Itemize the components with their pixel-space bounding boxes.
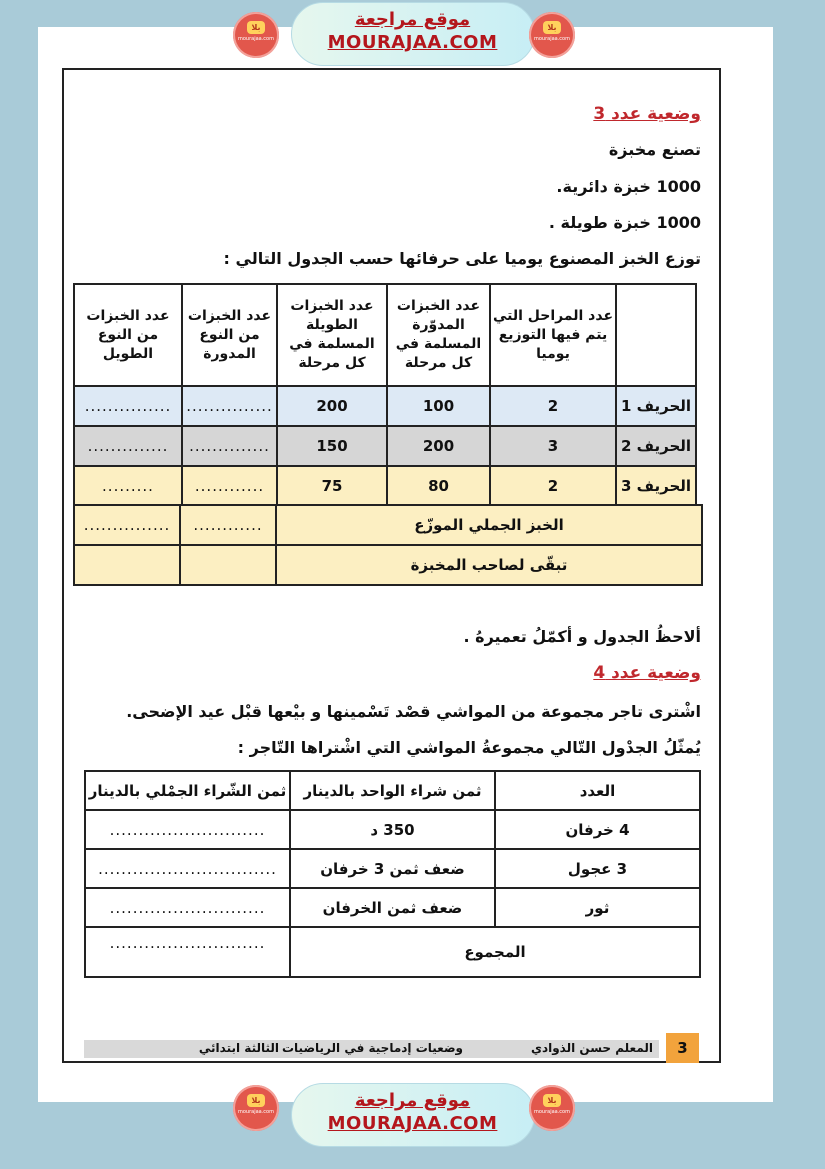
table-cell: 3 عجول	[495, 849, 700, 888]
table-cell: 2	[490, 466, 616, 506]
answer-blank[interactable]: ...............	[74, 386, 182, 426]
table-cell: 200	[387, 426, 490, 466]
table-row	[74, 466, 696, 506]
livestock-table	[84, 770, 701, 978]
header-cell: عدد الخبزات من النوع الطويل	[74, 284, 182, 386]
total-label: المجموع	[290, 927, 700, 977]
answer-blank[interactable]: ...............	[182, 386, 277, 426]
bread-distribution-table	[73, 283, 697, 507]
table-header-row	[74, 284, 696, 386]
footer-level: الثالثة ابتدائي	[198, 1041, 279, 1055]
site-banner-bottom[interactable]	[291, 1083, 535, 1147]
header-cell	[616, 284, 696, 386]
answer-blank[interactable]: ...........................	[85, 810, 290, 849]
answer-blank[interactable]: .........	[74, 466, 182, 506]
answer-blank[interactable]: ..............	[74, 426, 182, 466]
situation4-line2: يُمثّلُ الجدْول التّالي مجموعةُ المواشي التي اشْتراها التّاجر :	[237, 738, 701, 757]
page-footer	[84, 1040, 659, 1058]
header-cell: ثمن شراء الواحد بالدينار	[290, 771, 495, 810]
site-name-arabic[interactable]: موقع مراجعة	[354, 1090, 471, 1111]
bread-totals-table	[73, 504, 703, 586]
customer-label: الحريف 1	[616, 386, 696, 426]
answer-blank[interactable]: ............	[182, 466, 277, 506]
table-cell: 150	[277, 426, 387, 466]
customer-label: الحريف 2	[616, 426, 696, 466]
answer-blank[interactable]: ............	[180, 505, 276, 545]
situation3-line1: تصنع مخبزة	[608, 140, 701, 159]
table-cell: 4 خرفان	[495, 810, 700, 849]
answer-blank[interactable]: ...............	[74, 505, 180, 545]
table-cell: ضعف ثمن 3 خرفان	[290, 849, 495, 888]
footer-subject: وضعيات إدماجية في الرياضيات	[281, 1041, 463, 1055]
header-cell: عدد الخبزات من النوع المدورة	[182, 284, 277, 386]
site-name-english[interactable]: MOURAJAA.COM	[327, 32, 498, 53]
answer-blank[interactable]: ...............................	[85, 849, 290, 888]
table-cell: 350 د	[290, 810, 495, 849]
answer-blank[interactable]	[74, 545, 180, 585]
answer-blank[interactable]	[180, 545, 276, 585]
site-logo-right-bottom: بلا mourajaa.com	[529, 1085, 575, 1131]
table-cell: 80	[387, 466, 490, 506]
total-label: الخبز الجملي الموزّع	[276, 505, 702, 545]
table-cell: 200	[277, 386, 387, 426]
site-logo-left-top: بلا mourajaa.com	[233, 12, 279, 58]
answer-blank[interactable]: ...........................	[85, 888, 290, 927]
situation3-line4: توزع الخبز المصنوع يوميا على حرفائها حسب الجدول التالي :	[223, 249, 701, 268]
situation3-line3: 1000 خبزة طويلة .	[548, 213, 701, 232]
header-cell: ثمن الشّراء الجمْلي بالدينار	[85, 771, 290, 810]
site-logo-right-top: بلا mourajaa.com	[529, 12, 575, 58]
situation3-instruction: ألاحظُ الجدول و أكمّلُ تعميرهُ .	[463, 627, 701, 646]
table-cell: 3	[490, 426, 616, 466]
remaining-label: تبقّى لصاحب المخبزة	[276, 545, 702, 585]
table-row	[74, 426, 696, 466]
answer-blank[interactable]: ...........................	[85, 927, 290, 977]
table-row	[74, 505, 702, 545]
site-logo-left-bottom: بلا mourajaa.com	[233, 1085, 279, 1131]
table-row	[85, 810, 700, 849]
situation4-line1: اشْترى تاجر مجموعة من المواشي قصْد تَسْمينها و بيْعها قبْل عيد الإضحى.	[126, 702, 701, 721]
site-banner-top[interactable]	[291, 2, 535, 66]
table-row	[85, 849, 700, 888]
table-row	[74, 545, 702, 585]
table-cell: 100	[387, 386, 490, 426]
table-cell: 75	[277, 466, 387, 506]
page-number: 3	[666, 1033, 699, 1063]
answer-blank[interactable]: ..............	[182, 426, 277, 466]
header-cell: عدد المراحل التي يتم فيها التوزيع يوميا	[490, 284, 616, 386]
footer-teacher: المعلم حسن الذوادي	[530, 1041, 653, 1055]
table-cell: ثور	[495, 888, 700, 927]
situation3-line2: 1000 خبزة دائرية.	[556, 177, 701, 196]
table-row	[74, 386, 696, 426]
table-cell: 2	[490, 386, 616, 426]
table-cell: ضعف ثمن الخرفان	[290, 888, 495, 927]
table-header-row	[85, 771, 700, 810]
customer-label: الحريف 3	[616, 466, 696, 506]
table-row	[85, 888, 700, 927]
situation3-heading: وضعية عدد 3	[593, 104, 701, 124]
site-name-english[interactable]: MOURAJAA.COM	[327, 1113, 498, 1134]
site-name-arabic[interactable]: موقع مراجعة	[354, 9, 471, 30]
header-cell: عدد الخبزات الطويلة المسلمة في كل مرحلة	[277, 284, 387, 386]
situation4-heading: وضعية عدد 4	[593, 663, 701, 683]
header-cell: عدد الخبزات المدوّرة المسلمة في كل مرحلة	[387, 284, 490, 386]
header-cell: العدد	[495, 771, 700, 810]
table-row	[85, 927, 700, 977]
